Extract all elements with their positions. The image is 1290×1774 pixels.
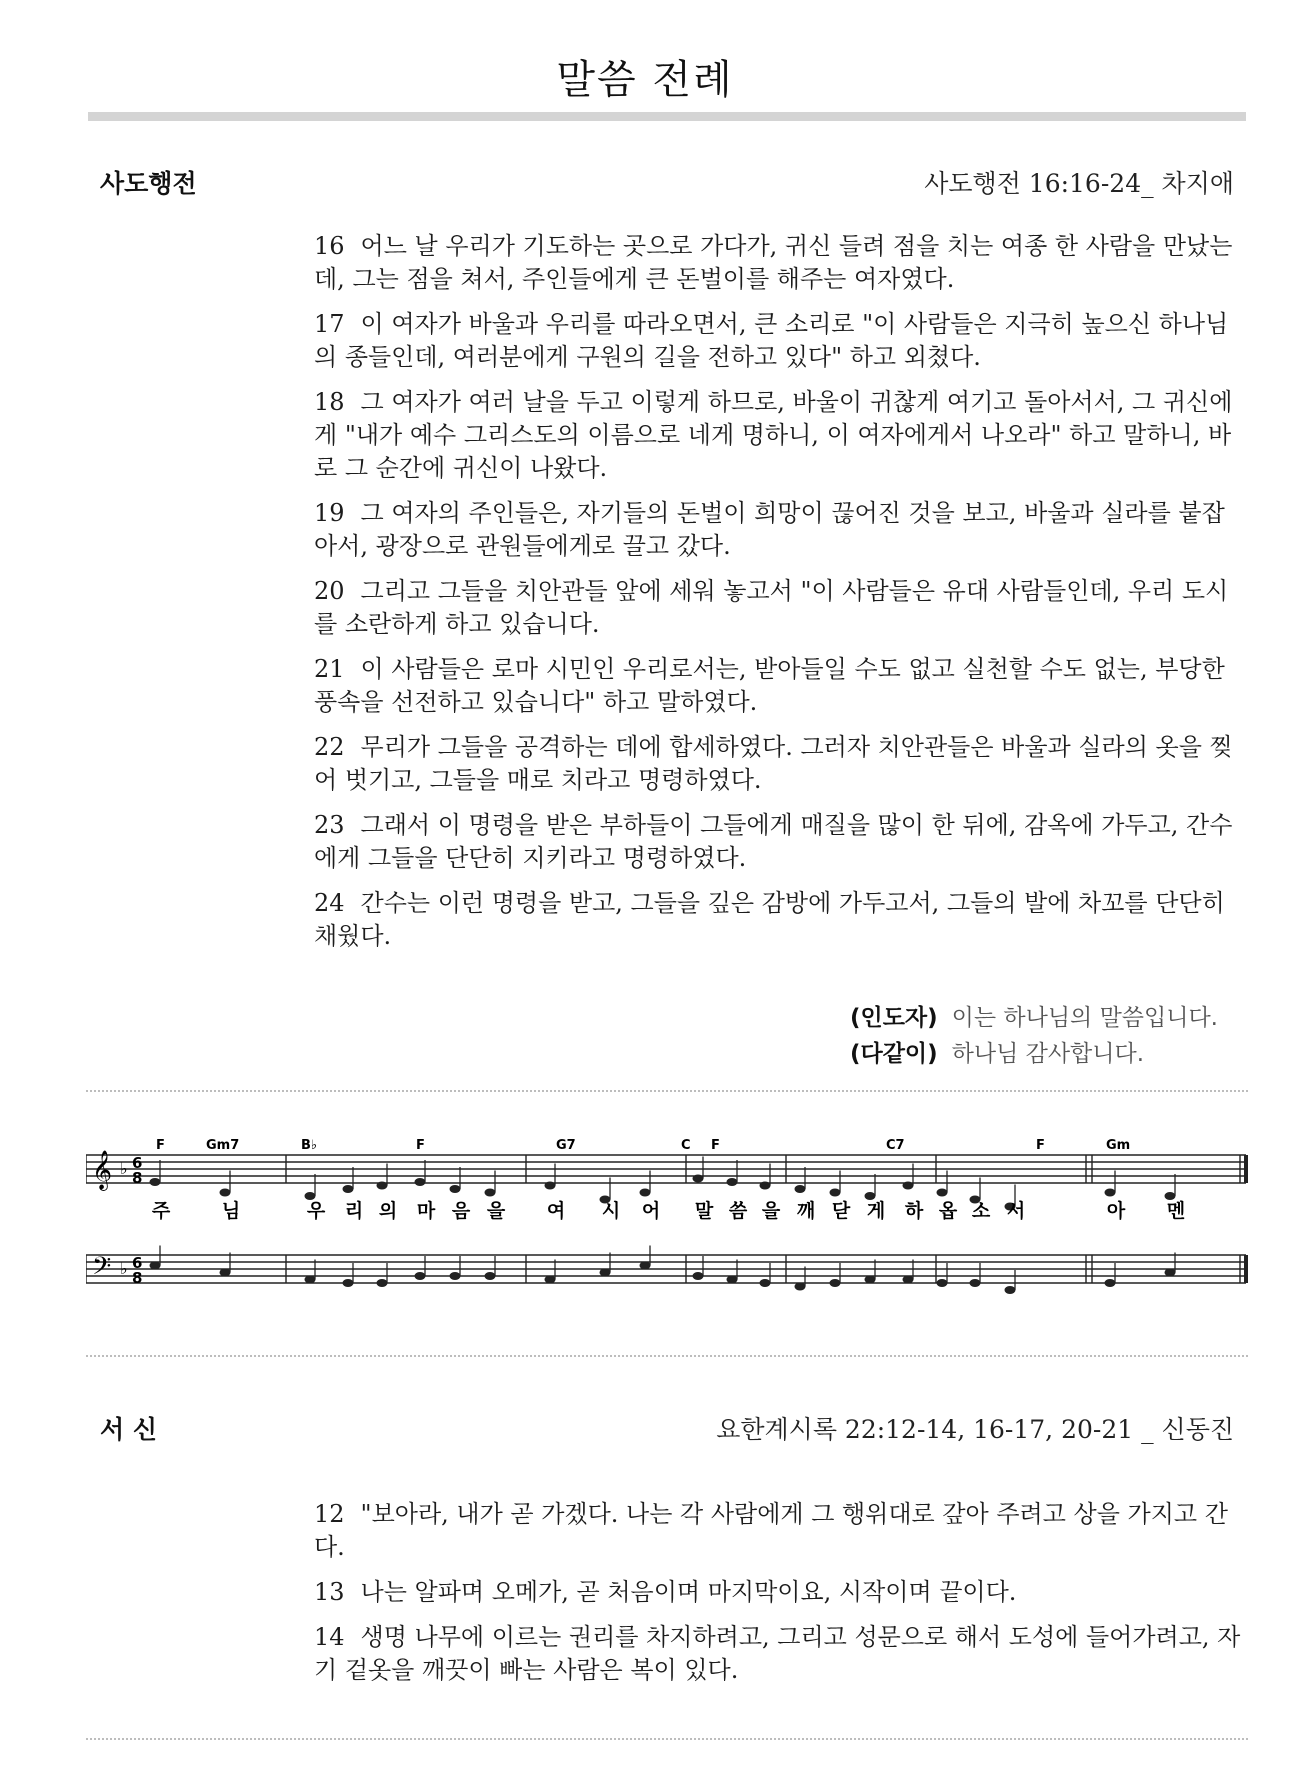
- verse-text: "보아라, 내가 곧 가겠다. 나는 각 사람에게 그 행위대로 갚아 주려고 상을 가지고 간다.: [314, 1500, 1228, 1561]
- verse: [314, 386, 1242, 485]
- note-head: [485, 1189, 496, 1197]
- lyric-syllable: 멘: [1166, 1200, 1186, 1222]
- verse: [314, 575, 1242, 641]
- verse-number: 24: [314, 889, 345, 917]
- lyric-syllable: 리: [344, 1200, 364, 1222]
- key-signature-flat: ♭: [120, 1259, 128, 1278]
- lyric-syllable: 여: [546, 1200, 566, 1222]
- time-signature-bottom: 8: [132, 1269, 143, 1287]
- leader-role: (인도자): [849, 1005, 938, 1031]
- note-head: [343, 1279, 354, 1287]
- lyric-syllable: 깨: [796, 1200, 816, 1222]
- verse: [314, 1621, 1242, 1687]
- note-head: [795, 1283, 806, 1291]
- note-head: [727, 1178, 738, 1186]
- verse-number: 23: [314, 811, 345, 839]
- time-signature-top: 6: [132, 1254, 143, 1272]
- verse-number: 22: [314, 733, 345, 761]
- verse-text: 그 여자가 여러 날을 두고 이렇게 하므로, 바울이 귀찮게 여기고 돌아서서, 그 귀신에게 "내가 예수 그리스도의 이름으로 네게 명하니, 이 여자에게서 나오라" 하고 말하니, 바로 그 순간에 귀신이 나왔다.: [314, 388, 1233, 482]
- chord-symbol: C: [681, 1138, 691, 1153]
- dotted-divider: [86, 1355, 1248, 1357]
- lyric-syllable: 을: [486, 1200, 506, 1222]
- note-head: [1005, 1286, 1016, 1294]
- leader-line: [850, 1000, 1218, 1036]
- title-divider: [88, 112, 1246, 121]
- note-head: [760, 1279, 771, 1287]
- note-head: [760, 1182, 771, 1190]
- chord-symbol: F: [416, 1138, 425, 1153]
- note-head: [640, 1189, 651, 1197]
- dotted-divider: [86, 1738, 1248, 1740]
- note-head: [937, 1279, 948, 1287]
- people-role: (다같이): [849, 1041, 938, 1067]
- note-head: [1165, 1192, 1176, 1200]
- note-head: [693, 1175, 704, 1183]
- lyric-syllable: 어: [641, 1200, 661, 1222]
- people-line: [850, 1036, 1218, 1072]
- verse-number: 12: [314, 1500, 345, 1528]
- chord-symbol: C7: [886, 1138, 905, 1153]
- reading1-verses: [314, 230, 1242, 965]
- lyric-syllable: 서: [1006, 1200, 1026, 1222]
- lyric-syllable: 닫: [831, 1200, 851, 1222]
- reading1-reference: 사도행전 16:16-24_ 차지애: [924, 169, 1234, 198]
- key-signature-flat: ♭: [120, 1159, 128, 1178]
- verse-text: 나는 알파며 오메가, 곧 처음이며 마지막이요, 시작이며 끝이다.: [360, 1578, 1017, 1606]
- lyric-syllable: 아: [1106, 1200, 1126, 1222]
- verse-text: 그 여자의 주인들은, 자기들의 돈벌이 희망이 끊어진 것을 보고, 바울과 실라를 붙잡아서, 광장으로 관원들에게로 끌고 갔다.: [314, 499, 1225, 560]
- verse-text: 그리고 그들을 치안관들 앞에 세워 놓고서 "이 사람들은 유대 사람들인데, 우리 도시를 소란하게 하고 있습니다.: [314, 577, 1229, 638]
- chord-symbol: B♭: [301, 1138, 318, 1153]
- lyric-syllable: 하: [904, 1200, 924, 1222]
- note-head: [830, 1279, 841, 1287]
- verse: [314, 887, 1242, 953]
- lyric-syllable: 주: [151, 1200, 171, 1222]
- music-score: [86, 1125, 1252, 1325]
- note-head: [903, 1182, 914, 1190]
- note-head: [865, 1276, 876, 1284]
- reading2-label: 서 신: [100, 1415, 158, 1444]
- note-head: [415, 1178, 426, 1186]
- verse-number: 18: [314, 388, 345, 416]
- note-head: [937, 1189, 948, 1197]
- time-signature-top: 6: [132, 1154, 143, 1172]
- verse: [314, 809, 1242, 875]
- note-head: [377, 1182, 388, 1190]
- reading1-label: 사도행전: [100, 169, 197, 198]
- lyric-syllable: 소: [971, 1200, 991, 1222]
- verse-text: 그래서 이 명령을 받은 부하들이 그들에게 매질을 많이 한 뒤에, 감옥에 가두고, 간수에게 그들을 단단히 지키라고 명령하였다.: [314, 811, 1233, 872]
- note-head: [415, 1272, 426, 1280]
- verse-number: 13: [314, 1578, 345, 1606]
- treble-clef-icon: 𝄞: [92, 1150, 113, 1190]
- bass-clef-icon: 𝄢: [92, 1252, 112, 1287]
- chord-symbol: Gm: [1106, 1138, 1131, 1153]
- verse-number: 14: [314, 1623, 345, 1651]
- verse: [314, 230, 1242, 296]
- lyric-syllable: 게: [866, 1200, 886, 1222]
- chord-symbol: F: [711, 1138, 720, 1153]
- chord-symbol: G7: [556, 1138, 576, 1153]
- note-head: [1105, 1189, 1116, 1197]
- lyric-syllable: 우: [306, 1200, 326, 1222]
- response-block: [850, 1000, 1218, 1072]
- note-head: [305, 1276, 316, 1284]
- verse-text: 어느 날 우리가 기도하는 곳으로 가다가, 귀신 들려 점을 치는 여종 한 사람을 만났는데, 그는 점을 쳐서, 주인들에게 큰 돈벌이를 해주는 여자였다.: [314, 232, 1233, 293]
- verse-text: 무리가 그들을 공격하는 데에 합세하였다. 그러자 치안관들은 바울과 실라의 옷을 찢어 벗기고, 그들을 매로 치라고 명령하였다.: [314, 733, 1233, 794]
- verse-text: 생명 나무에 이르는 권리를 차지하려고, 그리고 성문으로 해서 도성에 들어가려고, 자기 겉옷을 깨끗이 빠는 사람은 복이 있다.: [314, 1623, 1241, 1684]
- verse-number: 17: [314, 310, 345, 338]
- leader-text: 이는 하나님의 말씀입니다.: [951, 1005, 1218, 1031]
- verse-text: 이 사람들은 로마 시민인 우리로서는, 받아들일 수도 없고 실천할 수도 없는, 부당한 풍속을 선전하고 있습니다" 하고 말하였다.: [314, 655, 1225, 716]
- verse: [314, 731, 1242, 797]
- verse-number: 16: [314, 232, 345, 260]
- note-head: [377, 1279, 388, 1287]
- lyric-syllable: 을: [761, 1200, 781, 1222]
- note-head: [545, 1182, 556, 1190]
- note-head: [450, 1272, 461, 1280]
- lyric-syllable: 마: [416, 1200, 436, 1222]
- verse-number: 19: [314, 499, 345, 527]
- note-head: [600, 1269, 611, 1277]
- note-head: [830, 1189, 841, 1197]
- verse: [314, 1576, 1242, 1609]
- lyric-syllable: 음: [451, 1200, 471, 1222]
- note-head: [727, 1276, 738, 1284]
- note-head: [1105, 1279, 1116, 1287]
- note-head: [150, 1262, 161, 1270]
- note-head: [795, 1185, 806, 1193]
- note-head: [693, 1272, 704, 1280]
- verse: [314, 497, 1242, 563]
- note-head: [450, 1185, 461, 1193]
- note-head: [220, 1189, 231, 1197]
- note-head: [640, 1262, 651, 1270]
- lyric-syllable: 시: [601, 1200, 621, 1222]
- verse-text: 이 여자가 바울과 우리를 따라오면서, 큰 소리로 "이 사람들은 지극히 높으신 하나님의 종들인데, 여러분에게 구원의 길을 전하고 있다" 하고 외쳤다.: [314, 310, 1229, 371]
- note-head: [1165, 1269, 1176, 1277]
- page-title: 말씀 전례: [556, 57, 734, 103]
- reading2-verses: [314, 1498, 1242, 1699]
- note-head: [865, 1192, 876, 1200]
- chord-symbol: F: [156, 1138, 165, 1153]
- people-text: 하나님 감사합니다.: [951, 1041, 1145, 1067]
- lyric-syllable: 의: [378, 1200, 398, 1222]
- chord-symbol: F: [1036, 1138, 1045, 1153]
- lyric-syllable: 씀: [728, 1200, 748, 1222]
- note-head: [305, 1192, 316, 1200]
- dotted-divider: [86, 1090, 1248, 1092]
- verse-number: 21: [314, 655, 345, 683]
- lyric-syllable: 옵: [938, 1200, 958, 1222]
- note-head: [903, 1276, 914, 1284]
- verse: [314, 308, 1242, 374]
- reading2-reference: 요한계시록 22:12-14, 16-17, 20-21 _ 신동진: [716, 1415, 1234, 1444]
- verse-text: 간수는 이런 명령을 받고, 그들을 깊은 감방에 가두고서, 그들의 발에 차꼬를 단단히 채웠다.: [314, 889, 1225, 950]
- lyric-syllable: 말: [694, 1200, 714, 1222]
- verse: [314, 1498, 1242, 1564]
- chord-symbol: Gm7: [206, 1138, 240, 1153]
- time-signature-bottom: 8: [132, 1169, 143, 1187]
- note-head: [970, 1279, 981, 1287]
- note-head: [545, 1276, 556, 1284]
- lyric-syllable: 님: [221, 1200, 241, 1222]
- verse-number: 20: [314, 577, 345, 605]
- verse: [314, 653, 1242, 719]
- note-head: [220, 1269, 231, 1277]
- note-head: [150, 1178, 161, 1186]
- note-head: [343, 1185, 354, 1193]
- note-head: [485, 1272, 496, 1280]
